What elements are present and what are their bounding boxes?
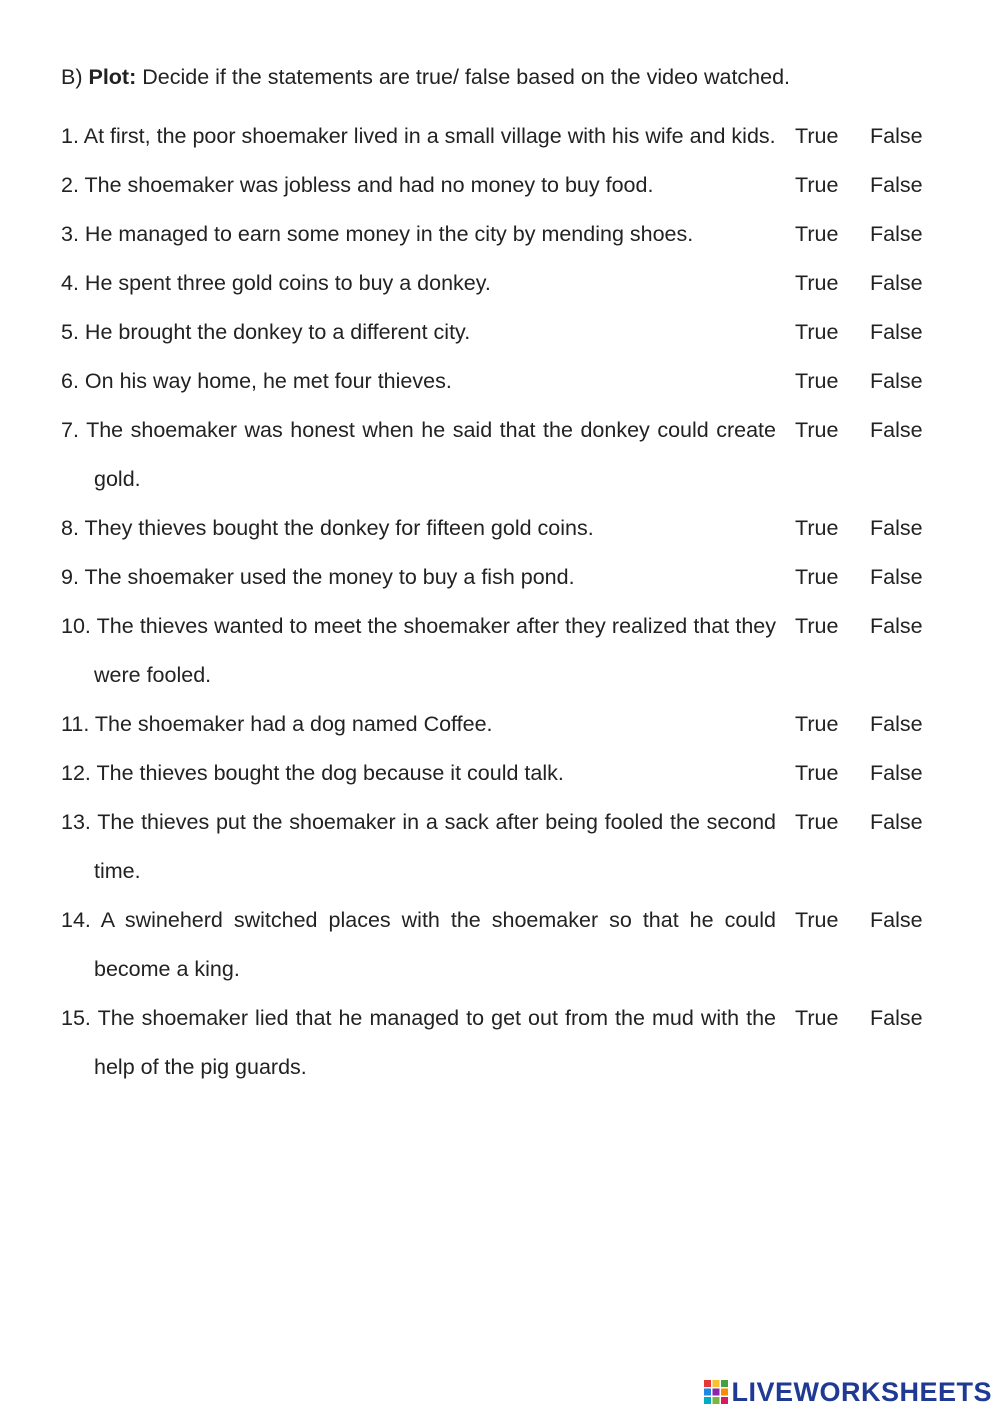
- statement-row: [61, 308, 941, 357]
- true-false-options: [795, 994, 925, 1043]
- true-option[interactable]: True: [795, 565, 839, 589]
- statement-text: [61, 406, 776, 504]
- true-option[interactable]: True: [795, 516, 839, 540]
- statement-sentence: At first, the poor shoemaker lived in a small village with his wife and kids.: [83, 124, 776, 148]
- false-option[interactable]: False: [870, 173, 923, 197]
- true-false-options: [795, 308, 925, 357]
- false-option[interactable]: False: [870, 516, 923, 540]
- true-option[interactable]: True: [795, 614, 839, 638]
- statement-row: [61, 259, 941, 308]
- statement-number: 14.: [61, 908, 91, 932]
- statement-number: 8.: [61, 516, 79, 540]
- statement-number: 2.: [61, 173, 79, 197]
- true-false-options: [795, 112, 925, 161]
- false-option[interactable]: False: [870, 712, 923, 736]
- statement-number: 7.: [61, 418, 79, 442]
- statement-text: [61, 700, 776, 749]
- statement-text: [61, 504, 776, 553]
- statement-number: 5.: [61, 320, 79, 344]
- statement-text: [61, 896, 776, 994]
- false-option[interactable]: False: [870, 320, 923, 344]
- statement-number: 4.: [61, 271, 79, 295]
- false-option[interactable]: False: [870, 810, 923, 834]
- true-false-options: [795, 161, 925, 210]
- false-option[interactable]: False: [870, 614, 923, 638]
- statement-row: [61, 357, 941, 406]
- false-option[interactable]: False: [870, 369, 923, 393]
- statement-text: [61, 161, 776, 210]
- statement-number: 10.: [61, 614, 91, 638]
- true-false-options: [795, 259, 925, 308]
- statement-list: [61, 112, 941, 1092]
- true-false-options: [795, 210, 925, 259]
- statement-text: [61, 308, 776, 357]
- statement-text: [61, 259, 776, 308]
- statement-sentence: The shoemaker was honest when he said that the donkey could create gold.: [86, 418, 776, 491]
- statement-row: [61, 210, 941, 259]
- false-option[interactable]: False: [870, 271, 923, 295]
- statement-row: [61, 749, 941, 798]
- true-option[interactable]: True: [795, 712, 839, 736]
- statement-sentence: The thieves wanted to meet the shoemaker after they realized that they were fooled.: [94, 614, 776, 687]
- statement-row: [61, 896, 941, 994]
- statement-sentence: On his way home, he met four thieves.: [84, 369, 452, 393]
- statement-text: [61, 602, 776, 700]
- statement-row: [61, 994, 941, 1092]
- true-option[interactable]: True: [795, 124, 839, 148]
- statement-number: 12.: [61, 761, 91, 785]
- heading-instructions: Decide if the statements are true/ false based on the video watched.: [136, 65, 791, 89]
- statement-number: 15.: [61, 1006, 91, 1030]
- statement-sentence: The shoemaker lied that he managed to get out from the mud with the help of the pig guards.: [94, 1006, 777, 1079]
- true-false-options: [795, 749, 925, 798]
- statement-number: 9.: [61, 565, 79, 589]
- true-false-options: [795, 896, 925, 945]
- heading-bold-label: Plot:: [88, 65, 137, 89]
- liveworksheets-logo: [703, 1377, 992, 1407]
- true-option[interactable]: True: [795, 320, 839, 344]
- statement-sentence: They thieves bought the donkey for fifteen gold coins.: [84, 516, 594, 540]
- statement-row: [61, 504, 941, 553]
- statement-sentence: The shoemaker used the money to buy a fish pond.: [84, 565, 575, 589]
- statement-sentence: He managed to earn some money in the city by mending shoes.: [84, 222, 694, 246]
- statement-number: 1.: [61, 124, 79, 148]
- true-false-options: [795, 357, 925, 406]
- statement-sentence: He brought the donkey to a different city.: [84, 320, 471, 344]
- statement-sentence: A swineherd switched places with the shoemaker so that he could become a king.: [94, 908, 776, 981]
- false-option[interactable]: False: [870, 124, 923, 148]
- statement-row: [61, 161, 941, 210]
- statement-sentence: The thieves put the shoemaker in a sack after being fooled the second time.: [94, 810, 776, 883]
- true-option[interactable]: True: [795, 810, 839, 834]
- statement-sentence: He spent three gold coins to buy a donkey.: [84, 271, 491, 295]
- false-option[interactable]: False: [870, 761, 923, 785]
- false-option[interactable]: False: [870, 908, 923, 932]
- statement-number: 3.: [61, 222, 79, 246]
- statement-row: [61, 700, 941, 749]
- liveworksheets-logo-icon: [703, 1379, 729, 1405]
- statement-sentence: The shoemaker was jobless and had no money to buy food.: [84, 173, 654, 197]
- statement-text: [61, 210, 776, 259]
- true-false-options: [795, 504, 925, 553]
- statement-number: 13.: [61, 810, 91, 834]
- statement-sentence: The shoemaker had a dog named Coffee.: [94, 712, 493, 736]
- true-false-options: [795, 553, 925, 602]
- section-heading: [61, 62, 790, 92]
- true-option[interactable]: True: [795, 908, 839, 932]
- statement-number: 6.: [61, 369, 79, 393]
- statement-row: [61, 406, 941, 504]
- statement-text: [61, 749, 776, 798]
- true-false-options: [795, 798, 925, 847]
- true-option[interactable]: True: [795, 761, 839, 785]
- statement-text: [61, 357, 776, 406]
- heading-prefix: B): [61, 65, 89, 89]
- statement-row: [61, 602, 941, 700]
- true-false-options: [795, 602, 925, 651]
- true-option[interactable]: True: [795, 418, 839, 442]
- true-option[interactable]: True: [795, 271, 839, 295]
- statement-sentence: The thieves bought the dog because it could talk.: [96, 761, 564, 785]
- statement-text: [61, 112, 776, 161]
- true-false-options: [795, 406, 925, 455]
- false-option[interactable]: False: [870, 1006, 923, 1030]
- statement-number: 11.: [61, 712, 90, 736]
- logo-wordmark: LIVEWORKSHEETS: [731, 1376, 992, 1407]
- true-false-options: [795, 700, 925, 749]
- false-option[interactable]: False: [870, 565, 923, 589]
- true-option[interactable]: True: [795, 222, 839, 246]
- statement-text: [61, 553, 776, 602]
- statement-text: [61, 994, 776, 1092]
- false-option[interactable]: False: [870, 418, 923, 442]
- false-option[interactable]: False: [870, 222, 923, 246]
- true-option[interactable]: True: [795, 173, 839, 197]
- statement-row: [61, 112, 941, 161]
- statement-row: [61, 798, 941, 896]
- true-option[interactable]: True: [795, 369, 839, 393]
- statement-row: [61, 553, 941, 602]
- true-option[interactable]: True: [795, 1006, 839, 1030]
- statement-text: [61, 798, 776, 896]
